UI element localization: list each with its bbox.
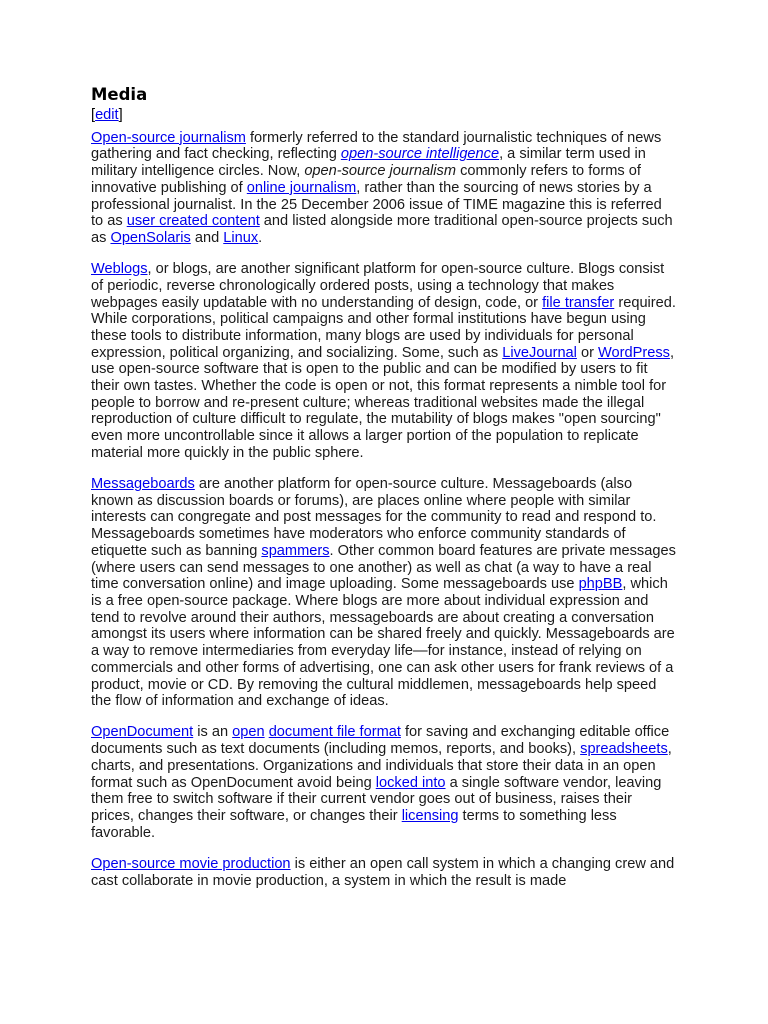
link-weblogs[interactable]: Weblogs <box>91 261 148 278</box>
link-open-source-movie-production[interactable]: Open-source movie production <box>91 855 291 872</box>
link-user-created-content[interactable]: user created content <box>126 213 260 230</box>
link-locked-into[interactable]: locked into <box>375 774 446 791</box>
link-open-source-intelligence[interactable]: open-source intelligence <box>340 146 500 163</box>
paragraph-opendocument: OpenDocument is an open document file format for saving and exchanging editable office documents such as text documents (including memos, reports, and books), spreadsheets, charts, and presentations. Organizations and individuals that store their data in an open format such as OpenDocument avoid being locked into a single software vendor, leaving them free to switch software if their current vendor goes out of business, raises their prices, changes their software, or changes their licensing terms to something less favorable. <box>91 724 672 841</box>
edit-link[interactable]: edit <box>95 107 119 123</box>
article-content <box>91 85 677 904</box>
paragraph-weblogs: Weblogs, or blogs, are another significant platform for open-source culture. Blogs consist of periodic, reverse chronologically ordered posts, using a technology that makes webpages easily updatable with no understanding of design, code, or file transfer required. While corporations, political campaigns and other formal institutions have begun using these tools to distribute information, many blogs are used by individuals for personal expression, political organizing, and socializing. Some, such as LiveJournal or WordPress, use open-source software that is open to the public and can be modified by users to fit their own tastes. Whether the code is open or not, this format represents a nimble tool for people to borrow and re-present culture; whereas traditional websites made the illegal reproduction of culture difficult to regulate, the mutability of blogs makes "open sourcing" even more uncontrollable since it allows a larger portion of the population to replicate material more quickly in the public sphere. <box>91 261 676 461</box>
link-document-file-format[interactable]: document file format <box>268 724 401 741</box>
link-open-source-journalism[interactable]: Open-source journalism <box>91 129 246 146</box>
link-spammers[interactable]: spammers <box>261 542 330 559</box>
link-linux[interactable]: Linux <box>223 229 259 246</box>
link-open[interactable]: open <box>232 724 265 741</box>
paragraph-messageboards: Messageboards are another platform for open-source culture. Messageboards (also known as discussion boards or forums), are places online where people with similar interests can congregate and post messages for the community to read and respond to. Messageboards sometimes have moderators who enforce community standards of etiquette such as banning spammers. Other common board features are private messages (where users can send messages to one another) as well as chat (a way to have a real time conversation online) and image uploading. Some messageboards use phpBB, which is a free open-source package. Where blogs are more about individual expression and tend to revolve around their authors, messageboards are about creating a conversation amongst its users where information can be shared freely and quickly. Messageboards are a way to remove intermediaries from everyday life—for instance, instead of relying on commercials and other forms of advertising, one can ask other users for frank reviews of a product, movie or CD. By removing the cultural middlemen, messageboards help speed the flow of information and exchange of ideas. <box>91 476 676 710</box>
edit-section: [edit] <box>91 107 123 123</box>
link-opensolaris[interactable]: OpenSolaris <box>110 229 191 246</box>
section-heading: Media <box>91 85 148 104</box>
link-wordpress[interactable]: WordPress <box>598 344 670 361</box>
link-file-transfer[interactable]: file transfer <box>542 294 615 311</box>
link-online-journalism[interactable]: online journalism <box>246 179 357 196</box>
paragraph-journalism: Open-source journalism formerly referred to the standard journalistic techniques of news gathering and fact checking, reflecting open-source intelligence, a similar term used in military intelligence circles. Now, open-source journalism commonly refers to forms of innovative publishing of online journalism, rather than the sourcing of news stories by a professional journalist. In the 25 December 2006 issue of TIME magazine this is referred to as user created content and listed alongside more traditional open-source projects such as OpenSolaris and Linux. <box>91 129 673 246</box>
link-licensing[interactable]: licensing <box>401 807 459 824</box>
link-opendocument[interactable]: OpenDocument <box>91 724 194 741</box>
paragraph-movie-production: Open-source movie production is either an open call system in which a changing crew and cast collaborate in movie production, a system in which the result is made <box>91 855 675 889</box>
link-messageboards[interactable]: Messageboards <box>91 476 195 493</box>
link-spreadsheets[interactable]: spreadsheets <box>580 741 668 758</box>
link-livejournal[interactable]: LiveJournal <box>502 344 577 361</box>
link-phpbb[interactable]: phpBB <box>578 576 623 593</box>
